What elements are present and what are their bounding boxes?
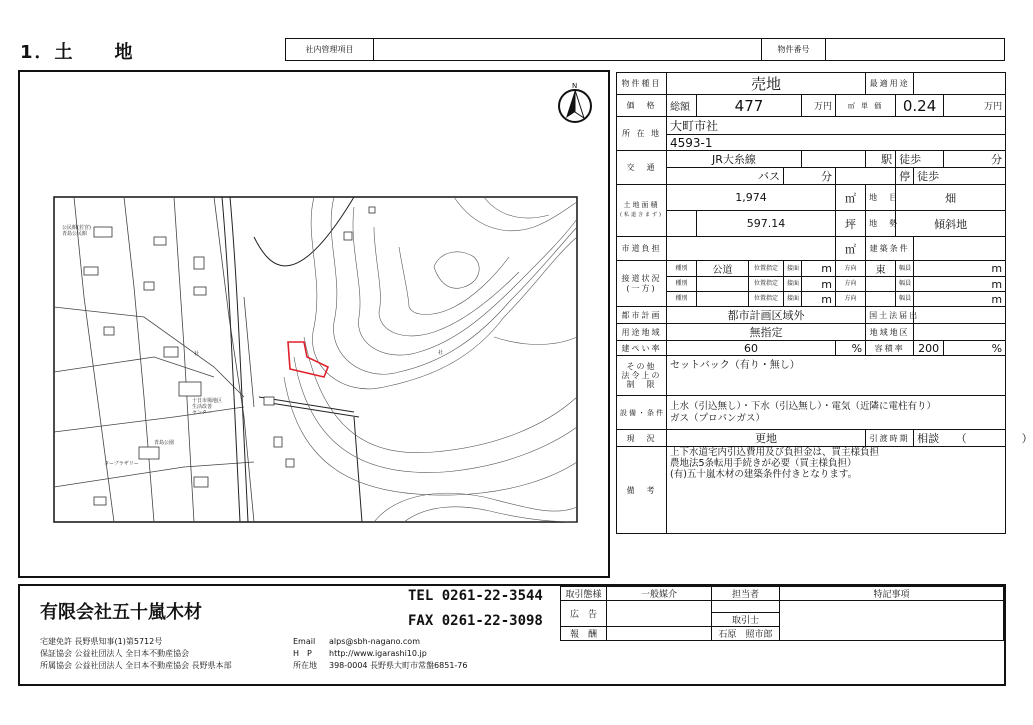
north-arrow-icon <box>555 80 599 124</box>
total-price: 477 <box>697 95 802 117</box>
svg-text:N: N <box>572 82 578 90</box>
unit-price: 0.24 <box>896 95 944 117</box>
svg-text:青島公園: 青島公園 <box>154 440 175 446</box>
type-value: 売地 <box>667 73 866 95</box>
prop-no-label: 物件番号 <box>762 39 826 60</box>
svg-text:社: 社 <box>438 350 444 356</box>
page-title: 1．土 地 <box>20 42 135 63</box>
management-bar <box>285 38 1005 61</box>
company-name: 有限会社五十嵐木材 <box>40 602 202 623</box>
svg-text:十日市場地区: 十日市場地区 <box>192 398 223 404</box>
svg-text:公民館(若宮): 公民館(若宮) <box>62 225 91 231</box>
svg-text:青島公民館: 青島公民館 <box>62 231 88 237</box>
svg-text:社: 社 <box>194 351 200 357</box>
map-panel <box>18 70 610 578</box>
svg-text:ターブラザリー: ターブラザリー <box>104 461 139 467</box>
svg-text:生活改善: 生活改善 <box>192 404 213 410</box>
site-map <box>54 197 577 522</box>
svg-text:センター: センター <box>192 410 212 416</box>
footer-table: 取引態様 一般媒介 担当者 特記事項 広 告 取引士 報 酬 石原 照市郎 <box>560 586 1004 641</box>
mgmt-value[interactable] <box>374 39 762 60</box>
property-table: 物件種目 売地 最適用途 価 格 総額 477 万円 ㎡ 単 価 0.24 万円 所 在 地 大町市社 4593-1 交 通 JR大糸線 駅 徒歩 分 バス 分 停 徒歩 土地面積 (私道含まず) 1,974 ㎡ 地 目 畑 597.14 坪 地 勢 傾斜地 市道負担 ㎡ 建築条件 接道状況 (一方) 種別 公道 位置指定 接面 m 方向 東 幅員 m 種別 位置指定 接面 m 方向 幅員 m 種別 位置指定 接面 m 方向 幅員 m 都市計画 都市計画区域外 国土法届出 用途地域 無指定 地域地区 建ぺい率 60 % 容積率 200 % その他 法令上の 制 限 セットバック（有り・無し） 設備・条件 上水（引込無し）・下水（引込無し）・電気（近隣に電柱有り） ガス（プロパンガス） 現 況 更地 引渡時期 相談 （ ） 備 考 上下水道宅内引込費用及び負担金は、買主様負担 農地法5条転用手続きが必要（買主様負担） (有)五十嵐木材の建築条件付きとなります。 <box>616 72 1006 534</box>
mgmt-label: 社内管理項目 <box>286 39 374 60</box>
